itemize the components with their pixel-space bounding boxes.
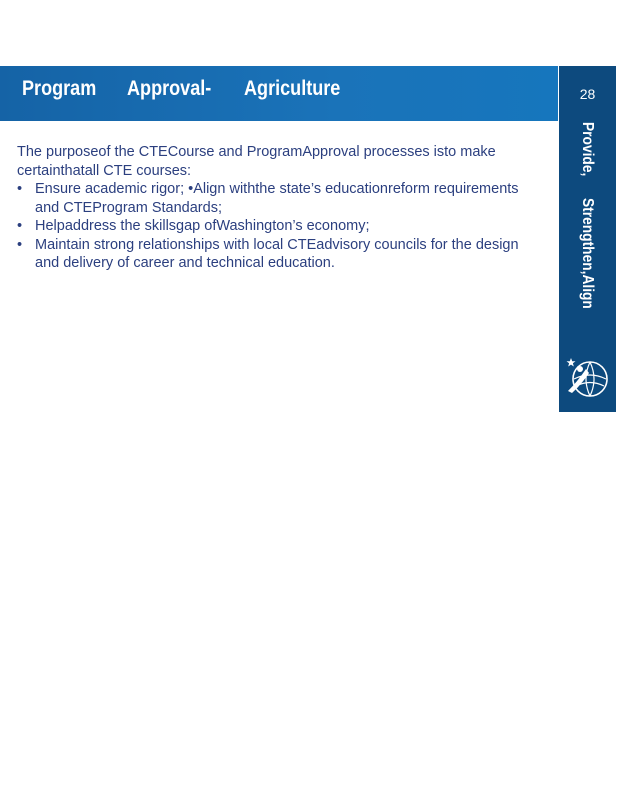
title-word-agriculture: Agriculture (244, 77, 341, 100)
bullet-item (17, 217, 527, 236)
bullet-list (17, 180, 527, 273)
bullet-item (17, 236, 527, 273)
side-text-strengthen-align: Strengthen,Align (579, 198, 596, 309)
bullet-dot: • (17, 236, 23, 253)
title-word-approval: Approval- (127, 77, 212, 100)
bullet-text: Maintain strong relationships with local CTEadvisory councils for the design and delivery of career and technical education. (35, 236, 519, 271)
bullet-text: Ensure academic rigor; •Align withthe state’s educationreform requirements and CTEProgram Standards; (35, 181, 519, 216)
side-text-provide: Provide, (579, 122, 596, 177)
bullet-item (17, 180, 527, 217)
title-word-program: Program (22, 77, 97, 100)
intro-paragraph: The purposeof the CTECourse and ProgramApproval processes isto make certainthatall CTE courses: (17, 144, 496, 179)
bullet-text: Helpaddress the skillsgap ofWashington’s economy; (35, 218, 370, 234)
agency-logo-icon (564, 355, 612, 403)
body-text (17, 143, 527, 273)
bullet-dot: • (17, 181, 23, 197)
page-number: 28 (579, 86, 596, 102)
bullet-dot: • (17, 218, 23, 234)
